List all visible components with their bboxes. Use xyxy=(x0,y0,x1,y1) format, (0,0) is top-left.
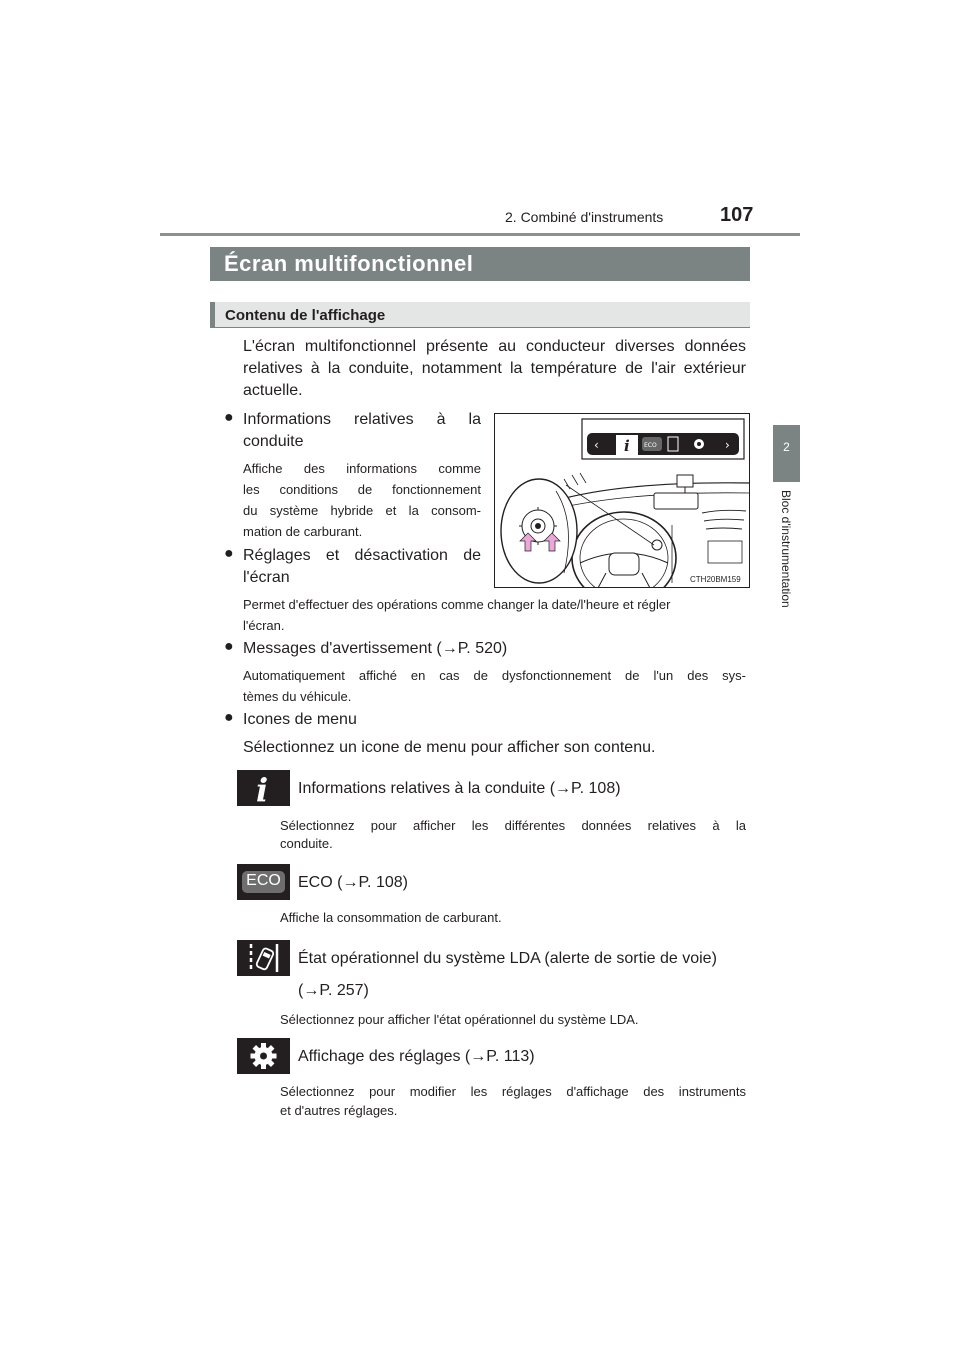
menu-item-2-title: ECO (→P. 108) xyxy=(298,874,408,891)
svg-text:‹: ‹ xyxy=(594,438,599,452)
bullet-1-title-line1: Informations relatives à la xyxy=(243,411,481,428)
bullet-3-desc-1: Automatiquement affiché en cas de dysfonctionnement de l'un des sys- xyxy=(243,668,746,683)
bullet-2-title-line1: Réglages et désactivation de xyxy=(243,547,481,564)
dashboard-figure xyxy=(494,413,750,588)
bullet-dot: ● xyxy=(224,545,234,562)
menu-item-1-desc-1: Sélectionnez pour afficher les différentes données relatives à la xyxy=(280,818,746,833)
menu-item-3-desc-1: Sélectionnez pour afficher l'état opérationnel du système LDA. xyxy=(280,1012,639,1027)
chapter-title-vertical: Bloc d'instrumentation xyxy=(779,490,793,608)
bullet-dot: ● xyxy=(224,409,234,426)
intro-line-1: L'écran multifonctionnel présente au conducteur diverses données xyxy=(243,338,746,355)
menu-item-2-desc-1: Affiche la consommation de carburant. xyxy=(280,910,502,925)
bullet-4-title: Icones de menu xyxy=(243,711,357,728)
page-number: 107 xyxy=(720,204,754,226)
svg-text:›: › xyxy=(725,438,730,452)
bullet-2-desc-1: Permet d'effectuer des opérations comme changer la date/l'heure et régler xyxy=(243,597,671,612)
lane-departure-icon xyxy=(237,940,290,976)
bullet-4-sub: Sélectionnez un icone de menu pour afficher son contenu. xyxy=(243,739,656,756)
bullet-dot: ● xyxy=(224,709,234,726)
bullet-1-desc-2: les conditions de fonctionnement xyxy=(243,482,481,497)
menu-item-4-title: Affichage des réglages (→P. 113) xyxy=(298,1048,535,1065)
svg-text:i: i xyxy=(624,437,630,455)
menu-item-4-desc-1: Sélectionnez pour modifier les réglages d'affichage des instruments xyxy=(280,1084,746,1099)
bullet-3-desc-2: tèmes du véhicule. xyxy=(243,689,352,704)
eco-menu-icon xyxy=(237,864,290,900)
info-menu-icon xyxy=(237,770,290,806)
bullet-2-desc-2: l'écran. xyxy=(243,618,285,633)
bullet-2-title-line2: l'écran xyxy=(243,569,290,586)
subtitle: Contenu de l'affichage xyxy=(225,307,386,324)
figure-code: CTH20BM159 xyxy=(690,575,741,584)
chapter-number: 2 xyxy=(783,440,790,454)
intro-line-2: relatives à la conduite, notamment la température de l'air extérieur xyxy=(243,360,746,377)
header-rule xyxy=(160,233,800,236)
page-title: Écran multifonctionnel xyxy=(224,251,474,276)
bullet-1-desc-4: mation de carburant. xyxy=(243,524,363,539)
bullet-3-title: Messages d'avertissement (→P. 520) xyxy=(243,640,508,657)
svg-text:i: i xyxy=(256,771,269,806)
gear-icon xyxy=(237,1038,290,1074)
bullet-1-title-line2: conduite xyxy=(243,433,304,450)
menu-item-3-title-1: État opérationnel du système LDA (alerte de sortie de voie) xyxy=(298,950,717,967)
subtitle-bar xyxy=(210,302,750,328)
menu-item-1-desc-2: conduite. xyxy=(280,836,333,851)
bullet-1-desc-1: Affiche des informations comme xyxy=(243,461,481,476)
dashboard-illustration xyxy=(494,413,750,588)
bullet-dot: ● xyxy=(224,638,234,655)
header-section: 2. Combiné d'instruments xyxy=(505,209,664,225)
intro-line-3: actuelle. xyxy=(243,382,303,399)
bullet-1-desc-3: du système hybride et la consom- xyxy=(243,503,481,518)
menu-item-4-desc-2: et d'autres réglages. xyxy=(280,1103,398,1118)
menu-item-3-title-2: (→P. 257) xyxy=(298,982,369,999)
eco-icon-text: ECO xyxy=(246,872,281,889)
page-title-bar xyxy=(210,247,750,281)
eco-badge-text: ECO xyxy=(644,442,657,449)
menu-item-1-title: Informations relatives à la conduite (→P. 108) xyxy=(298,780,621,797)
